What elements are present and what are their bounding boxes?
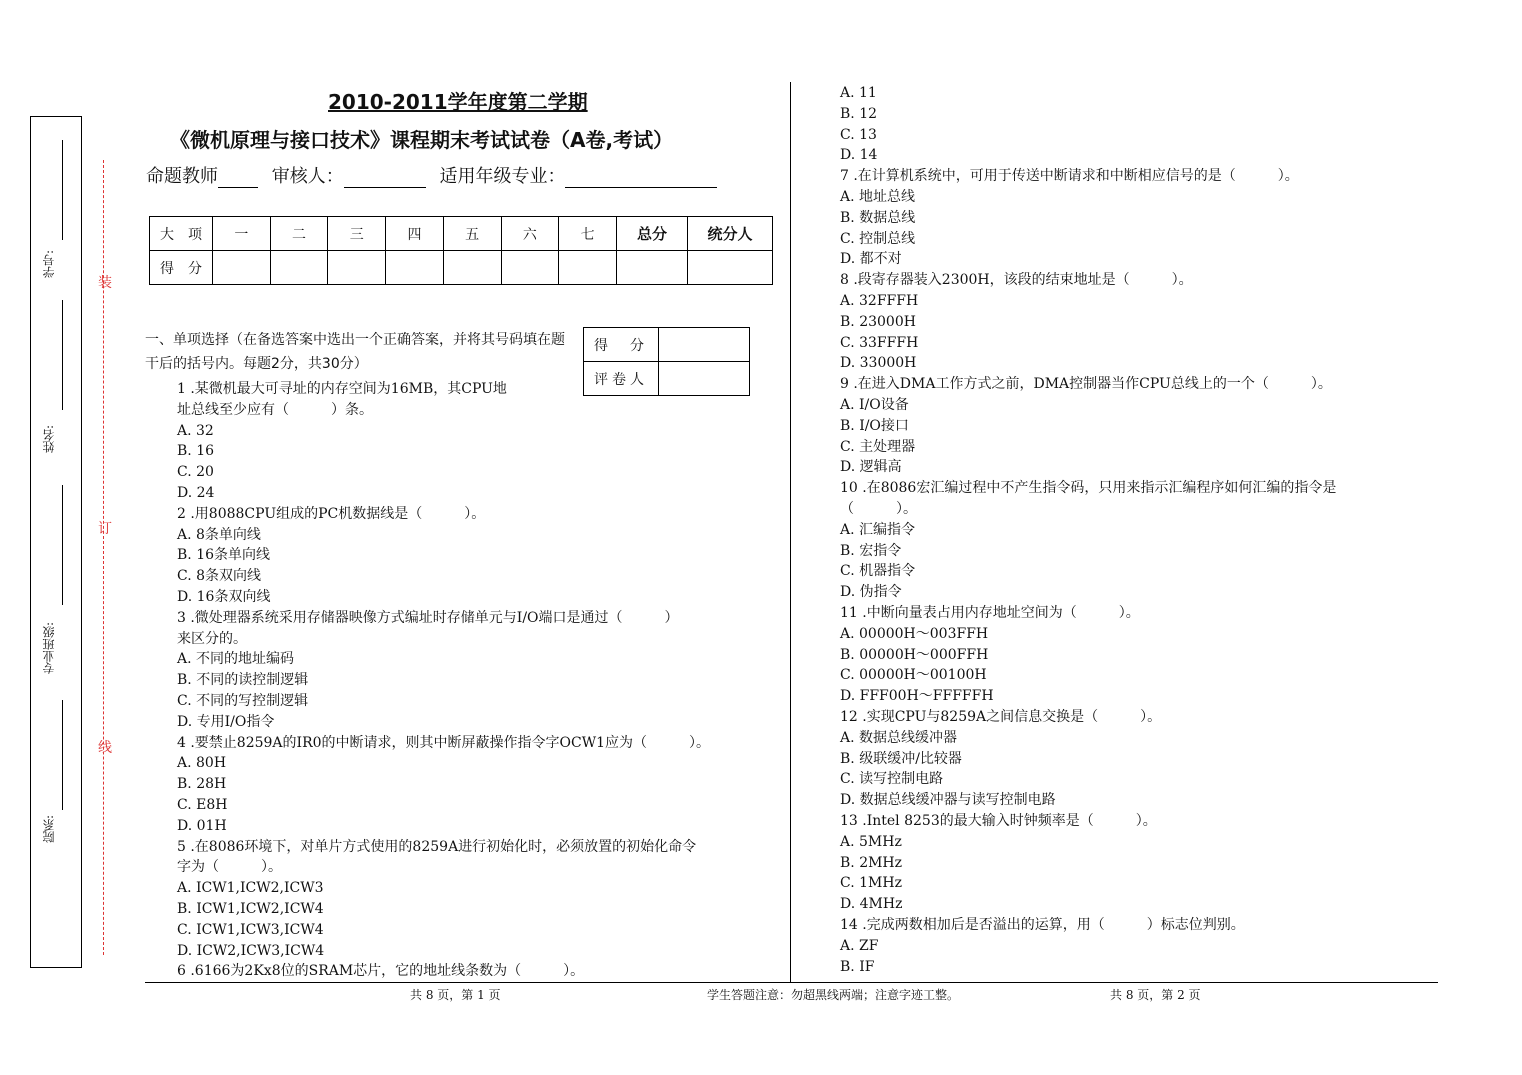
question-line: B. 16 [177,443,215,460]
question-line: B. 不同的读控制逻辑 [177,672,309,689]
score-cell [328,251,386,285]
department-label: 院系: [42,815,56,844]
footer-rule [145,982,1438,983]
footer-page-right: 共 8 页，第 2 页 [1110,988,1201,1002]
page-divider [790,82,791,982]
question-line: D. 伪指令 [840,584,902,601]
name-label: 姓名: [42,425,56,454]
question-line: 6 .6166为2Kx8位的SRAM芯片，它的地址线条数为（ ）。 [177,963,585,980]
class-line [62,485,63,605]
question-line: A. I/O设备 [840,397,909,413]
question-line: D. ICW2,ICW3,ICW4 [177,942,325,959]
question-line: 2 .用8088CPU组成的PC机数据线是（ ）。 [177,505,486,522]
cut-char-ding: 订 [98,521,112,537]
question-line: B. I/O接口 [840,417,909,434]
question-line: A. 32FFFH [840,293,919,309]
question-line: B. 数据总线 [840,209,916,226]
footer-page-left: 共 8 页，第 1 页 [410,988,501,1002]
question-line: 字为（ ）。 [177,859,282,876]
score-table-scorer: 统分人 [688,217,773,251]
reviewer-blank [344,169,426,188]
question-line: B. 16条单向线 [177,547,271,564]
score-cell [213,251,271,285]
student-id-label: 学号: [42,250,56,279]
score-table-cell: 二 [270,217,328,251]
grader-name-cell [659,362,750,396]
score-cell [443,251,501,285]
question-line: C. 13 [840,126,877,143]
question-line: 址总线至少应有（ ）条。 [177,401,373,418]
question-line: B. 级联缓冲/比较器 [840,750,962,767]
score-cell [501,251,559,285]
question-line: C. ICW1,ICW3,ICW4 [177,921,324,938]
teacher-blank [218,169,258,188]
question-line: D. 专用I/O指令 [177,713,275,730]
score-table-total: 总分 [617,217,688,251]
question-line: 来区分的。 [177,630,247,647]
score-cell [688,251,773,285]
question-line: 1 .某微机最大可寻址的内存空间为16MB，其CPU地 [177,381,507,397]
question-line: A. 不同的地址编码 [177,651,295,668]
score-table-cell: 一 [213,217,271,251]
question-line: C. 33FFFH [840,334,919,351]
question-line: 10 .在8086宏汇编过程中不产生指令码，只用来指示汇编程序如何汇编的指令是 [840,480,1337,497]
question-line: B. 2MHz [840,854,903,871]
class-label: 专业班级: [42,622,56,675]
score-cell [559,251,617,285]
question-line: C. 机器指令 [840,563,916,580]
question-line: 8 .段寄存器装入2300H，该段的结束地址是（ ）。 [840,272,1193,289]
score-table-cell: 六 [501,217,559,251]
score-cell [386,251,444,285]
question-line: C. 读写控制电路 [840,771,944,788]
question-line: B. 12 [840,105,878,122]
question-line: A. 8条单向线 [177,526,261,543]
grader-name-label: 评卷人 [584,362,659,396]
question-line: D. 14 [840,147,878,164]
teacher-label: 命题教师 [146,166,218,187]
question-line: A. 00000H～003FFH [840,625,989,642]
question-line: C. E8H [177,797,228,813]
question-line: D. 逻辑高 [840,459,902,476]
question-line: C. 8条双向线 [177,568,262,585]
score-table-cell: 大 项 [150,217,213,251]
question-line: A. 数据总线缓冲器 [840,729,958,746]
question-line: 12 .实现CPU与8259A之间信息交换是（ ）。 [840,709,1162,725]
name-line-top [62,300,63,410]
question-line: A. ICW1,ICW2,ICW3 [177,880,324,897]
question-line: 3 .微处理器系统采用存储器映像方式编址时存储单元与I/O端口是通过（ ） [177,609,679,626]
question-line: A. 80H [177,755,227,772]
question-line: D. 33000H [840,355,917,372]
question-line: 14 .完成两数相加后是否溢出的运算，用（ ）标志位判别。 [840,917,1245,933]
question-line: D. 01H [177,817,227,834]
grade-blank [565,169,717,188]
question-line: A. 32 [177,422,214,439]
question-line: C. 不同的写控制逻辑 [177,693,309,709]
score-table-cell: 四 [386,217,444,251]
score-table-cell: 五 [443,217,501,251]
score-table [149,216,773,285]
score-table-cell: 三 [328,217,386,251]
question-line: D. FFF00H～FFFFFH [840,688,994,705]
question-line: A. 11 [840,85,877,101]
exam-course-title: 《微机原理与接口技术》课程期末考试试卷（A卷,考试） [170,128,674,152]
question-line: B. ICW1,ICW2,ICW4 [177,901,324,917]
exam-meta-line [146,162,717,188]
student-id-line [62,140,63,240]
question-line: A. 地址总线 [840,189,916,205]
section1-heading: 一、单项选择（在备选答案中选出一个正确答案，并将其号码填在题干后的括号内。每题2分，共30分） [145,332,565,372]
question-line: B. 00000H～000FFH [840,646,989,663]
question-line: B. 28H [177,776,227,793]
question-line: C. 1MHz [840,875,902,892]
question-line: 13 .Intel 8253的最大输入时钟频率是（ ）。 [840,813,1157,829]
question-line: 9 .在进入DMA工作方式之前，DMA控制器当作CPU总线上的一个（ ）。 [840,376,1332,393]
question-line: A. 5MHz [840,833,902,850]
question-line: （ ）。 [840,501,917,517]
grader-table [583,327,750,396]
question-line: D. 数据总线缓冲器与读写控制电路 [840,792,1056,809]
question-line: D. 16条双向线 [177,589,271,605]
grader-score-label: 得 分 [584,328,659,362]
question-line: 7 .在计算机系统中，可用于传送中断请求和中断相应信号的是（ ）。 [840,168,1299,185]
score-table-header-row [150,217,773,251]
cut-char-xian: 线 [98,740,112,756]
score-cell [617,251,688,285]
score-row-label: 得 分 [150,251,213,285]
question-line: A. 汇编指令 [840,521,916,538]
department-line [62,700,63,810]
cut-char-zhuang: 装 [98,275,112,291]
question-line: C. 控制总线 [840,230,916,247]
question-line: C. 20 [177,464,214,481]
score-table-score-row [150,251,773,285]
grader-score-cell [659,328,750,362]
question-line: D. 24 [177,485,215,501]
question-line: D. 4MHz [840,896,903,913]
grade-label: 适用年级专业： [439,166,566,187]
question-line: 5 .在8086环境下，对单片方式使用的8259A进行初始化时，必须放置的初始化命令 [177,838,697,855]
question-line: C. 00000H～00100H [840,667,987,684]
score-cell [270,251,328,285]
question-line: 4 .要禁止8259A的IR0的中断请求，则其中断屏蔽操作指令字OCW1应为（ ）。 [177,734,711,751]
question-line: 11 .中断向量表占用内存地址空间为（ ）。 [840,605,1140,621]
exam-term-title: 2010-2011学年度第二学期 [328,90,588,114]
question-line: C. 主处理器 [840,438,916,455]
score-table-cell: 七 [559,217,617,251]
reviewer-label: 审核人： [271,166,344,187]
question-line: D. 都不对 [840,251,902,268]
question-line: B. 宏指令 [840,542,902,559]
question-line: A. ZF [840,937,879,954]
footer-notice: 学生答题注意：勿超黑线两端；注意字迹工整。 [707,988,960,1002]
question-line: B. IF [840,958,875,975]
question-line: B. 23000H [840,313,916,330]
